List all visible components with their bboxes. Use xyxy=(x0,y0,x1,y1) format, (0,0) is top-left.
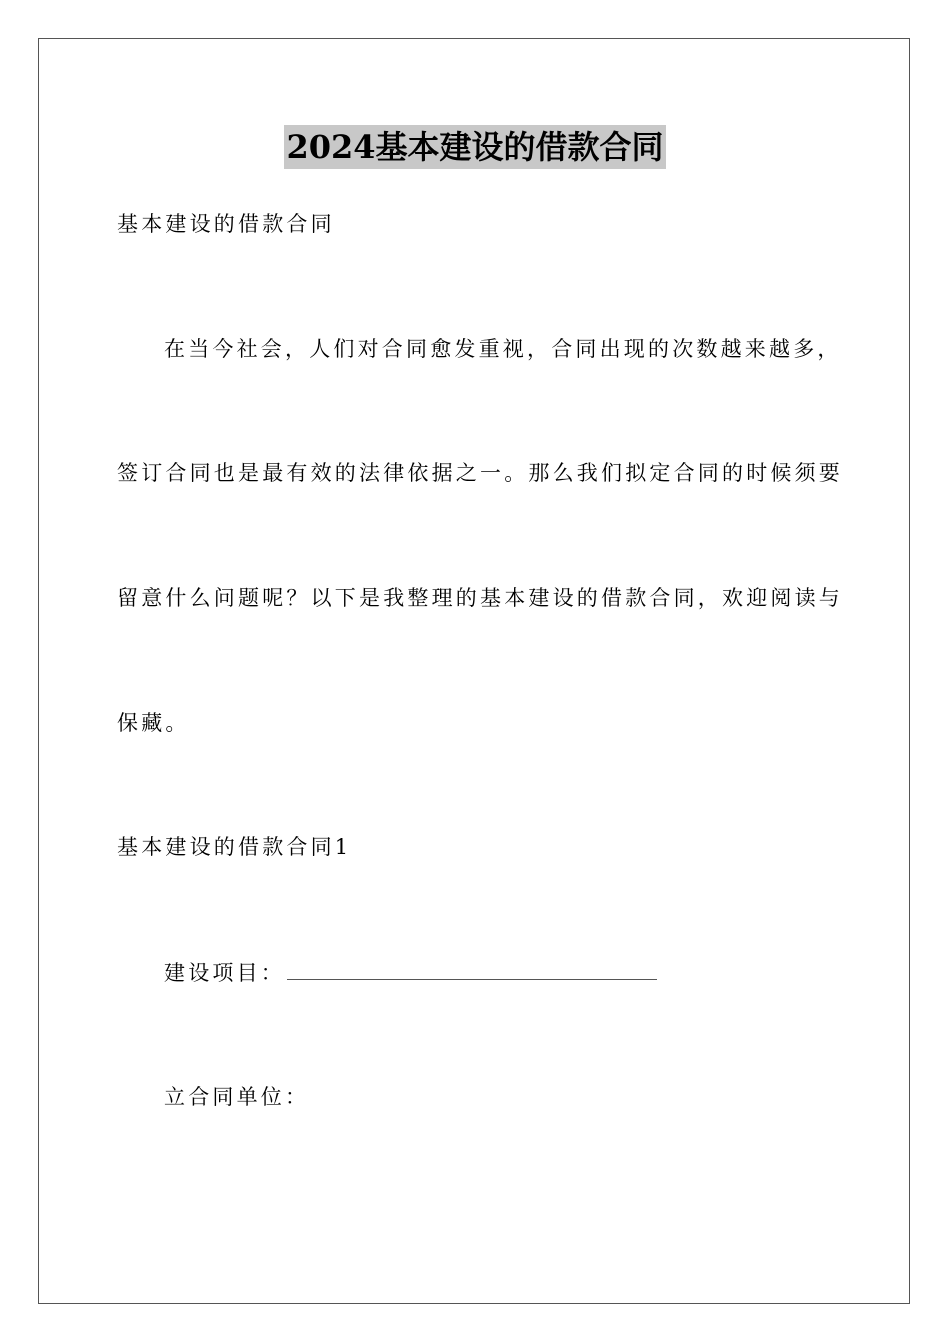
project-blank xyxy=(287,957,657,980)
project-field xyxy=(164,957,657,988)
document-title: 2024基本建设的借款合同 xyxy=(284,125,665,169)
intro-line-2: 签订合同也是最有效的法律依据之一。那么我们拟定合同的时候须要 xyxy=(117,461,843,485)
title-container xyxy=(0,125,950,169)
intro-line-1: 在当今社会，人们对合同愈发重视，合同出现的次数越来越多， xyxy=(164,337,842,361)
intro-line-4: 保藏。 xyxy=(117,711,190,735)
party-label: 立合同单位： xyxy=(164,1085,310,1109)
project-label: 建设项目： xyxy=(164,961,285,985)
section-heading: 基本建设的借款合同1 xyxy=(117,835,352,859)
intro-line-3: 留意什么问题呢？以下是我整理的基本建设的借款合同，欢迎阅读与 xyxy=(117,586,843,610)
document-subtitle: 基本建设的借款合同 xyxy=(117,212,335,236)
